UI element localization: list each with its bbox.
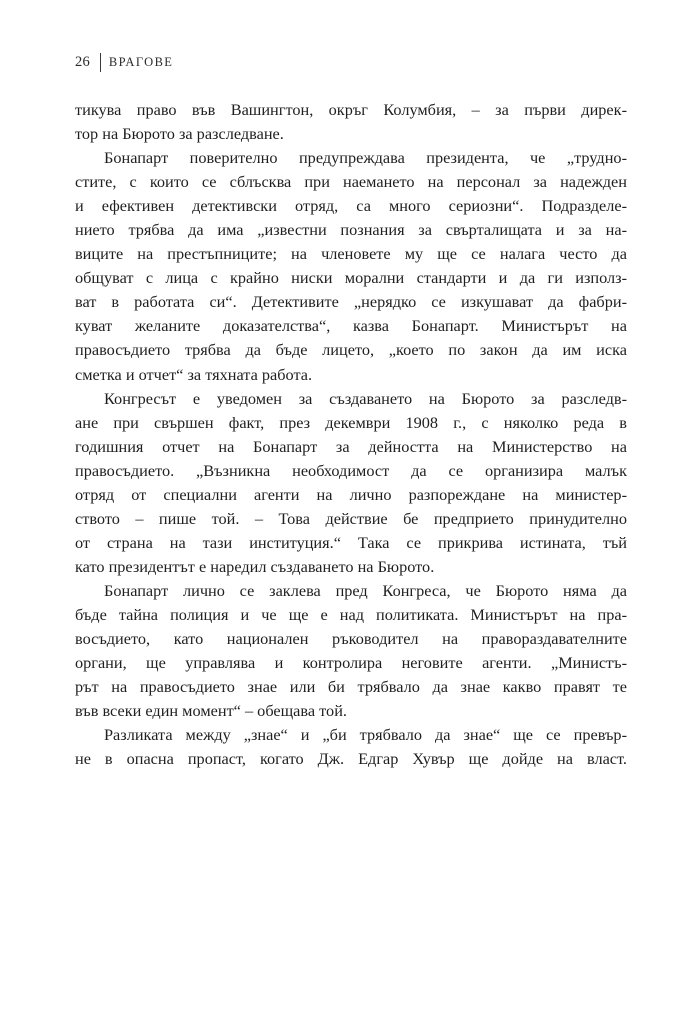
- text-line: рът на правосъдието знае или би трябвало да знае какво правят те: [75, 677, 627, 697]
- text-line: нието трябва да има „известни познания за свърталищата и за на-: [75, 220, 627, 240]
- text-line: Конгресът е уведомен за създаването на Бюрото за разследв-: [104, 388, 627, 408]
- book-title: ВРАГОВЕ: [108, 54, 174, 69]
- text-line: ват в работата си“. Детективите „нерядко се изкушават да фабри-: [75, 292, 627, 312]
- text-line: ството – пише той. – Това действие бе предприето принудително: [75, 508, 627, 528]
- body-text: [75, 98, 627, 771]
- header-divider: [100, 53, 101, 72]
- text-line: тикува право във Вашингтон, окръг Колумбия, – за първи дирек-: [75, 100, 627, 119]
- text-line: стите, с които се сблъсква при наемането на персонал за надежден: [75, 172, 627, 192]
- text-line: восъдието, като национален ръководител на правораздавателните: [75, 629, 627, 649]
- text-line: годишния отчет на Бонапарт за дейността на Министерство на: [75, 436, 627, 456]
- text-line: виците на престъпниците; на членовете му ще се налага често да: [75, 244, 627, 264]
- text-line: не в опасна пропаст, когато Дж. Едгар Хувър ще дойде на власт.: [75, 749, 627, 769]
- text-line: от страна на тази институция.“ Така се прикрива истината, тъй: [75, 532, 627, 552]
- text-line: отряд от специални агенти на лично разпореждане на министер-: [75, 484, 627, 504]
- text-line: Бонапарт лично се заклева пред Конгреса, че Бюрото няма да: [104, 580, 627, 600]
- text-line: като президентът е наредил създаването на Бюрото.: [75, 556, 435, 576]
- running-header: [75, 52, 173, 72]
- text-line: бъде тайна полиция и че ще е над политиката. Министърът на пра-: [75, 604, 627, 624]
- text-line: общуват с лица с крайно ниски морални стандарти и да ги използ-: [75, 268, 627, 288]
- text-line: правосъдието трябва да бъде лицето, „което по закон да им иска: [75, 340, 627, 360]
- text-line: във всеки един момент“ – обещава той.: [75, 701, 347, 721]
- text-line: органи, ще управлява и контролира неговите агенти. „Министъ-: [75, 653, 627, 673]
- text-line: Разликата между „знае“ и „би трябвало да знае“ ще се превър-: [104, 725, 627, 745]
- text-line: ане при свършен факт, през декември 1908 г., с няколко реда в: [75, 412, 627, 432]
- text-line: и ефективен детективски отряд, са много сериозни“. Подразделе-: [75, 196, 627, 216]
- text-line: тор на Бюрото за разследване.: [75, 124, 284, 144]
- text-line: куват желаните доказателства“, казва Бонапарт. Министърът на: [75, 316, 627, 336]
- page-number: 26: [75, 53, 90, 70]
- text-line: правосъдието. „Възникна необходимост да се организира малък: [75, 460, 627, 480]
- text-line: Бонапарт поверително предупреждава президента, че „трудно-: [104, 148, 627, 168]
- text-line: сметка и отчет“ за тяхната работа.: [75, 364, 313, 384]
